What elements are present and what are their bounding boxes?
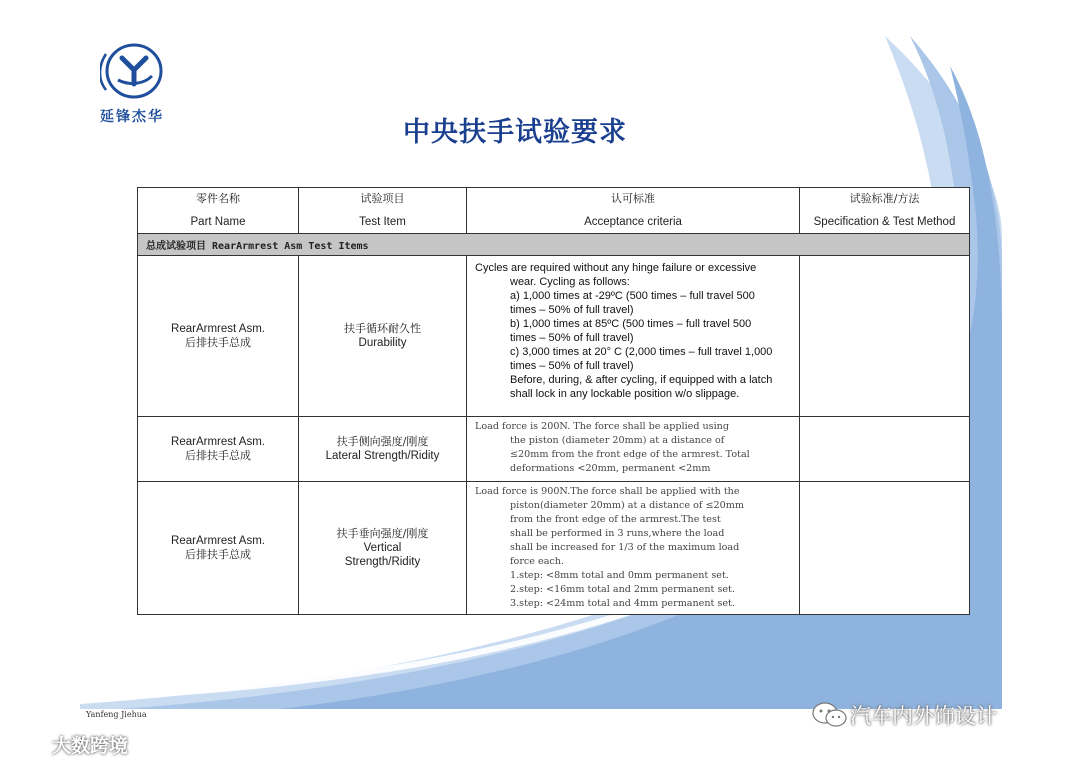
brand-icon: [10, 732, 52, 756]
spec-cell: [800, 417, 970, 482]
part-name-cn: 后排扶手总成: [185, 449, 251, 462]
criteria-line: Load force is 200N. The force shall be applied using: [475, 421, 729, 432]
test-item-en: Vertical: [363, 542, 402, 554]
spec-cell: [800, 482, 970, 615]
test-requirements-table: [137, 187, 970, 615]
header-part-name: 零件名称 Part Name: [138, 188, 299, 234]
criteria-line: Cycles are required without any hinge failure or excessive: [475, 262, 757, 274]
part-name-en: RearArmrest Asm.: [171, 535, 265, 547]
criteria-line: 1.step: <8mm total and 0mm permanent set.: [510, 570, 729, 581]
table-header-row: [138, 188, 970, 234]
test-item-en: Durability: [358, 337, 407, 349]
criteria-line: shall lock in any lockable position w/o slippage.: [510, 388, 740, 400]
logo-text: 延锋杰华: [100, 109, 164, 125]
part-name-cell: [138, 482, 299, 615]
test-item-cn: 扶手垂向强度/刚度: [336, 527, 429, 540]
watermark-left-text: 大数跨境: [52, 734, 129, 757]
criteria-line: times – 50% of full travel): [510, 332, 634, 344]
page-title: 中央扶手试验要求: [403, 117, 627, 148]
test-item-cell: [299, 417, 467, 482]
criteria-line: the piston (diameter 20mm) at a distance of: [510, 435, 725, 446]
watermark-left: [10, 730, 128, 758]
criteria-line: wear. Cycling as follows:: [510, 276, 630, 288]
criteria-line: times – 50% of full travel): [510, 360, 634, 372]
criteria-line: times – 50% of full travel): [510, 304, 634, 316]
criteria-line: Before, during, & after cycling, if equipped with a latch: [510, 374, 773, 386]
header-acceptance-criteria: 认可标准 Acceptance criteria: [467, 188, 800, 234]
watermark-right: [810, 700, 997, 730]
criteria-line: c) 3,000 times at 20° C (2,000 times – full travel 1,000: [510, 346, 773, 358]
header-spec-method: 试验标准/方法 Specification & Test Method: [800, 188, 970, 234]
test-item-cell: [299, 256, 467, 417]
company-logo: [92, 38, 202, 128]
part-name-cell: [138, 417, 299, 482]
test-item-cell: [299, 482, 467, 615]
table-row: [138, 482, 970, 615]
wechat-icon: [810, 701, 850, 729]
header-test-item: 试验项目 Test Item: [299, 188, 467, 234]
section-row: [138, 234, 970, 256]
table-row: [138, 256, 970, 417]
section-title: 总成试验项目 RearArmrest Asm Test Items: [138, 234, 970, 256]
test-item-cn: 扶手侧向强度/刚度: [336, 435, 429, 448]
test-item-en: Lateral Strength/Ridity: [325, 450, 440, 462]
criteria-line: shall be performed in 3 runs,where the load: [510, 528, 725, 539]
part-name-cn: 后排扶手总成: [185, 548, 251, 561]
criteria-line: piston(diameter 20mm) at a distance of ≤20mm: [510, 500, 744, 511]
part-name-cell: [138, 256, 299, 417]
criteria-line: shall be increased for 1/3 of the maximum load: [510, 542, 740, 553]
yf-logo-icon: [100, 40, 166, 102]
part-name-cn: 后排扶手总成: [185, 336, 251, 349]
test-item-cn: 扶手循环耐久性: [344, 322, 421, 335]
watermark-right-text: 汽车内外饰设计: [850, 704, 997, 728]
criteria-cell: [467, 482, 800, 615]
criteria-line: from the front edge of the armrest.The test: [510, 514, 721, 525]
criteria-line: 3.step: <24mm total and 4mm permanent set.: [510, 598, 735, 609]
footer-company-name: Yanfeng Jiehua: [86, 710, 147, 719]
part-name-en: RearArmrest Asm.: [171, 323, 265, 335]
table-row: [138, 417, 970, 482]
criteria-line: force each.: [510, 556, 565, 567]
criteria-line: a) 1,000 times at -29ºC (500 times – full travel 500: [510, 290, 755, 302]
criteria-line: b) 1,000 times at 85ºC (500 times – full travel 500: [510, 318, 752, 330]
criteria-line: ≤20mm from the front edge of the armrest. Total: [510, 449, 750, 460]
test-item-en: Strength/Ridity: [344, 556, 421, 568]
criteria-line: 2.step: <16mm total and 2mm permanent set.: [510, 584, 735, 595]
spec-cell: [800, 256, 970, 417]
criteria-line: deformations <20mm, permanent <2mm: [510, 463, 711, 474]
part-name-en: RearArmrest Asm.: [171, 436, 265, 448]
criteria-cell: [467, 256, 800, 417]
criteria-line: Load force is 900N.The force shall be applied with the: [475, 486, 740, 497]
criteria-cell: [467, 417, 800, 482]
